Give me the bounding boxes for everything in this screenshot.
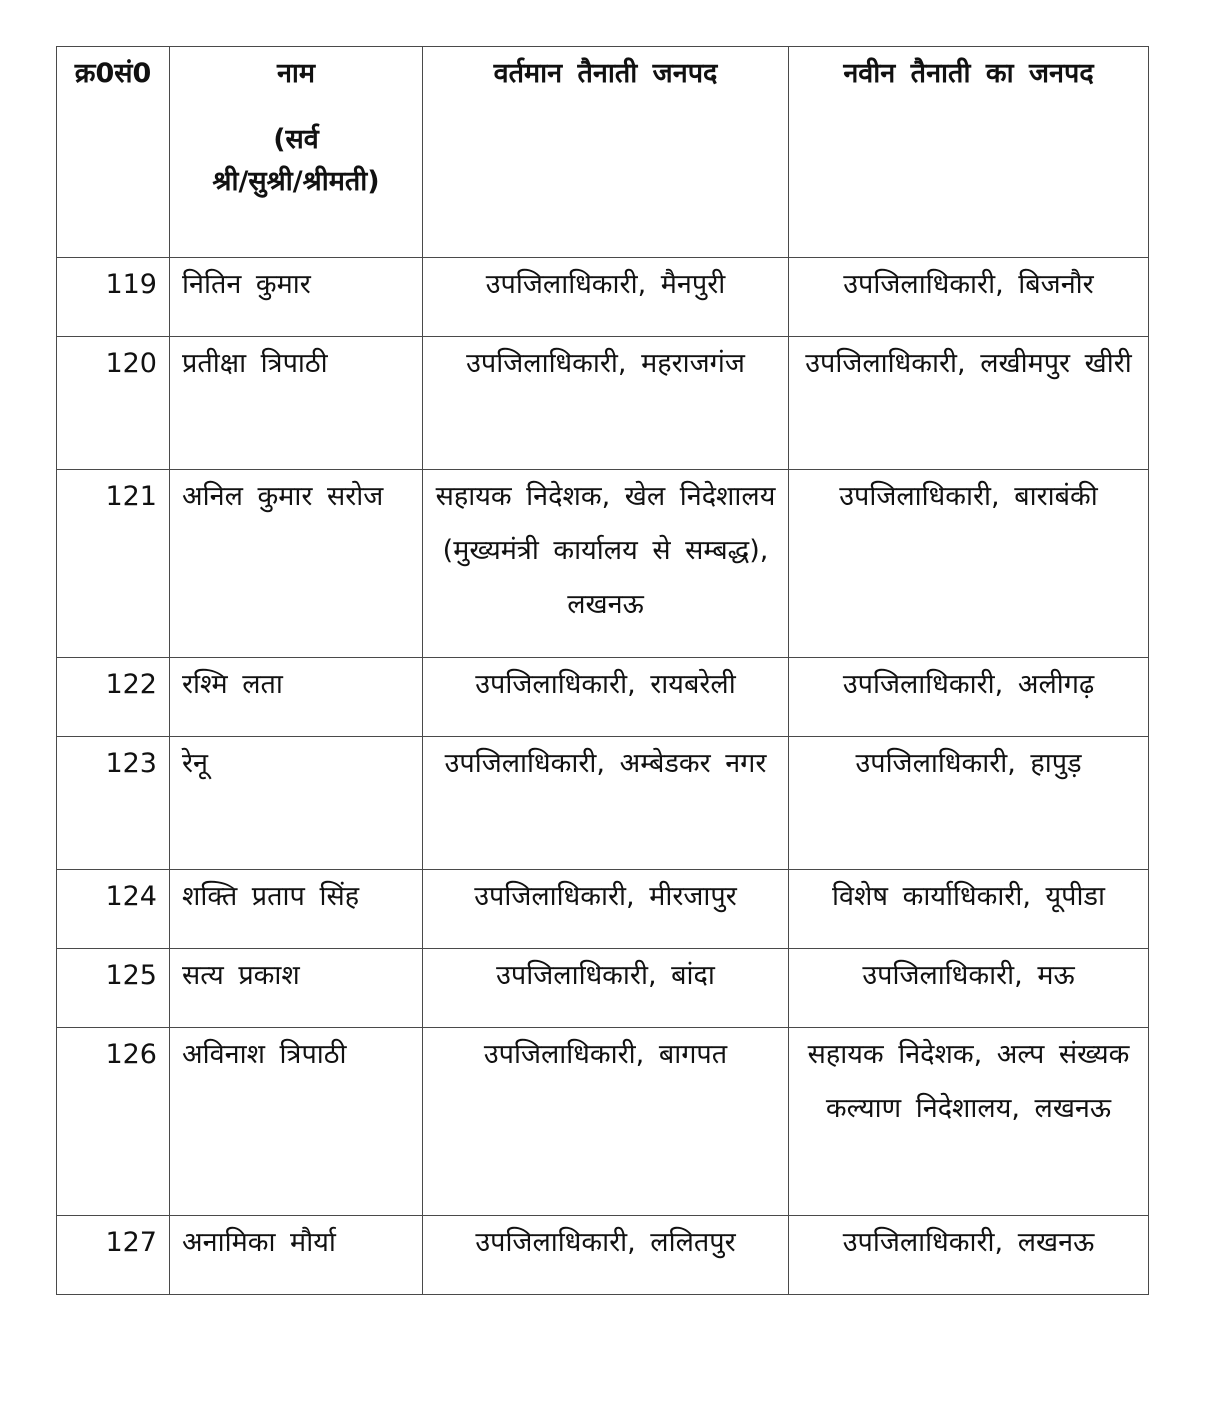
table-row (57, 949, 1149, 1028)
row-new-posting: उपजिलाधिकारी, हापुड़ (789, 737, 1149, 870)
row-serial: 120 (57, 337, 170, 470)
row-name: अविनाश त्रिपाठी (170, 1028, 423, 1216)
row-serial: 127 (57, 1216, 170, 1295)
header-new-posting: नवीन तैनाती का जनपद (789, 47, 1149, 258)
header-serial: क्र0सं0 (57, 47, 170, 258)
row-name: नितिन कुमार (170, 258, 423, 337)
row-name: रेनू (170, 737, 423, 870)
row-name: सत्य प्रकाश (170, 949, 423, 1028)
row-current-posting: उपजिलाधिकारी, मैनपुरी (423, 258, 789, 337)
header-name (170, 47, 423, 258)
row-name: प्रतीक्षा त्रिपाठी (170, 337, 423, 470)
header-current-posting: वर्तमान तैनाती जनपद (423, 47, 789, 258)
table-row (57, 1028, 1149, 1216)
header-row (57, 47, 1149, 258)
row-name: रश्मि लता (170, 658, 423, 737)
row-current-posting: सहायक निदेशक, खेल निदेशालय (मुख्यमंत्री कार्यालय से सम्बद्ध), लखनऊ (423, 470, 789, 658)
row-name: अनामिका मौर्या (170, 1216, 423, 1295)
row-name: शक्ति प्रताप सिंह (170, 870, 423, 949)
row-current-posting: उपजिलाधिकारी, ललितपुर (423, 1216, 789, 1295)
row-new-posting: उपजिलाधिकारी, लखनऊ (789, 1216, 1149, 1295)
row-new-posting: विशेष कार्याधिकारी, यूपीडा (789, 870, 1149, 949)
row-current-posting: उपजिलाधिकारी, अम्बेडकर नगर (423, 737, 789, 870)
row-current-posting: उपजिलाधिकारी, बागपत (423, 1028, 789, 1216)
table-row (57, 870, 1149, 949)
table-row (57, 1216, 1149, 1295)
header-name-subtitle-1: (सर्व (273, 124, 319, 155)
table-header (57, 47, 1149, 258)
row-new-posting: सहायक निदेशक, अल्प संख्यक कल्याण निदेशालय, लखनऊ (789, 1028, 1149, 1216)
row-current-posting: उपजिलाधिकारी, रायबरेली (423, 658, 789, 737)
row-name: अनिल कुमार सरोज (170, 470, 423, 658)
row-serial: 125 (57, 949, 170, 1028)
row-serial: 126 (57, 1028, 170, 1216)
row-serial: 123 (57, 737, 170, 870)
header-name-title: नाम (276, 58, 316, 89)
row-serial: 121 (57, 470, 170, 658)
table-body (57, 258, 1149, 1295)
row-current-posting: उपजिलाधिकारी, मीरजापुर (423, 870, 789, 949)
row-new-posting: उपजिलाधिकारी, बिजनौर (789, 258, 1149, 337)
table-row (57, 737, 1149, 870)
table-row (57, 258, 1149, 337)
table-row (57, 337, 1149, 470)
row-new-posting: उपजिलाधिकारी, लखीमपुर खीरी (789, 337, 1149, 470)
header-name-subtitle-2: श्री/सुश्री/श्रीमती) (212, 166, 380, 197)
row-serial: 124 (57, 870, 170, 949)
transfer-table (56, 46, 1149, 1295)
row-serial: 119 (57, 258, 170, 337)
row-serial: 122 (57, 658, 170, 737)
row-new-posting: उपजिलाधिकारी, मऊ (789, 949, 1149, 1028)
row-new-posting: उपजिलाधिकारी, बाराबंकी (789, 470, 1149, 658)
row-current-posting: उपजिलाधिकारी, बांदा (423, 949, 789, 1028)
row-new-posting: उपजिलाधिकारी, अलीगढ़ (789, 658, 1149, 737)
row-current-posting: उपजिलाधिकारी, महराजगंज (423, 337, 789, 470)
table-row (57, 658, 1149, 737)
table-row (57, 470, 1149, 658)
